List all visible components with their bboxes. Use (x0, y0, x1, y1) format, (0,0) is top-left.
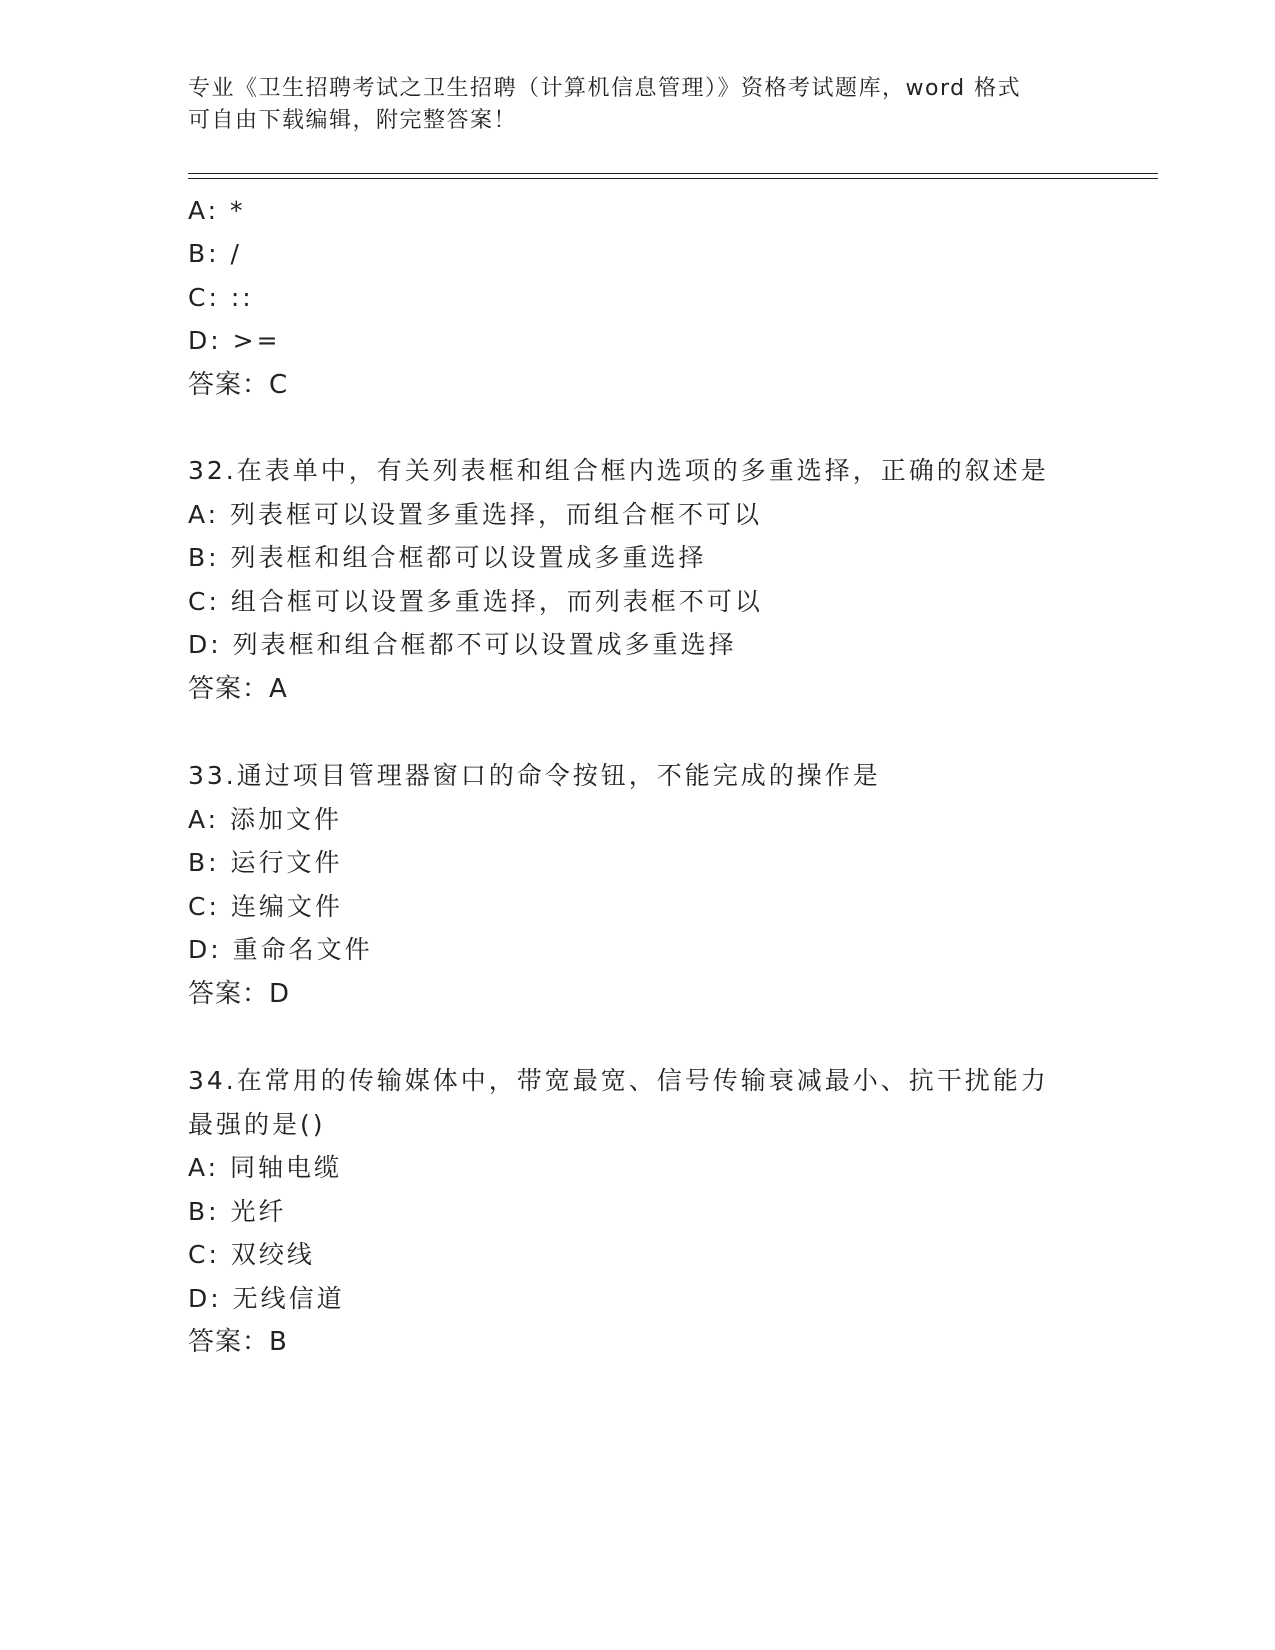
q31-option-a: A: * (188, 196, 246, 225)
q32-question: 32.在表单中，有关列表框和组合框内选项的多重选择，正确的叙述是 (188, 456, 1049, 485)
q34-answer: 答案：B (188, 1327, 288, 1357)
q33-question: 33.通过项目管理器窗口的命令按钮，不能完成的操作是 (188, 761, 881, 790)
q34-option-b: B: 光纤 (188, 1197, 287, 1226)
q34-option-c: C: 双绞线 (188, 1240, 315, 1269)
q33-option-a: A: 添加文件 (188, 805, 343, 834)
q32-answer: 答案：A (188, 674, 288, 704)
q33-option-b: B: 运行文件 (188, 848, 343, 877)
q31-answer: 答案：C (188, 370, 289, 400)
q31-option-d: D: >= (188, 326, 281, 355)
q32-option-c: C: 组合框可以设置多重选择，而列表框不可以 (188, 587, 763, 616)
q32-option-d: D: 列表框和组合框都不可以设置成多重选择 (188, 630, 737, 659)
q32-option-b: B: 列表框和组合框都可以设置成多重选择 (188, 543, 707, 572)
q33-answer: 答案：D (188, 979, 291, 1009)
header-rule-top (188, 173, 1158, 174)
header-title-line2: 可自由下载编辑，附完整答案！ (188, 108, 518, 133)
q33-option-d: D: 重命名文件 (188, 935, 373, 964)
header-title-line1: 专业《卫生招聘考试之卫生招聘（计算机信息管理）》资格考试题库，word 格式 (188, 76, 1022, 101)
header-rule-bottom (188, 178, 1158, 179)
q32-option-a: A: 列表框可以设置多重选择，而组合框不可以 (188, 500, 763, 529)
q31-option-c: C: :: (188, 283, 254, 312)
q34-question-line1: 34.在常用的传输媒体中，带宽最宽、信号传输衰减最小、抗干扰能力 (188, 1066, 1049, 1095)
q33-option-c: C: 连编文件 (188, 892, 343, 921)
q31-option-b: B: / (188, 239, 242, 268)
q34-question-line2: 最强的是() (188, 1110, 326, 1139)
q34-option-d: D: 无线信道 (188, 1284, 345, 1313)
q34-option-a: A: 同轴电缆 (188, 1153, 343, 1182)
